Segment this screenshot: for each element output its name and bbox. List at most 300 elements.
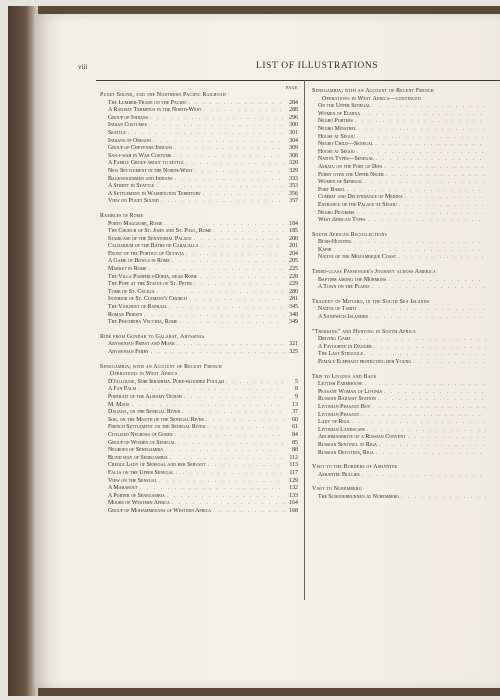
- dot-leader: [371, 284, 486, 292]
- section: [312, 269, 500, 292]
- illustration-title: Combat and Deliverance of Medina: [318, 194, 403, 201]
- illustration-page: [488, 381, 500, 389]
- illustration-title: A Sandwich Islander: [318, 314, 368, 321]
- list-item: [100, 258, 298, 266]
- illustration-title: Group of Cheyenne Indians: [108, 145, 173, 152]
- illustration-title: The Villa Pamphili-Doria, near Rome: [108, 273, 198, 280]
- section-heading: Rambles in Rome: [100, 212, 144, 219]
- list-item: [312, 494, 500, 502]
- dot-leader: [408, 434, 486, 442]
- list-item: [312, 179, 500, 187]
- illustration-title: M. Mage: [108, 401, 130, 408]
- dot-leader: [413, 359, 486, 367]
- list-item: [312, 149, 500, 157]
- illustration-page: 225: [289, 266, 298, 273]
- illustration-page: [488, 442, 500, 450]
- illustration-page: 357: [289, 198, 298, 205]
- dot-leader: [149, 266, 284, 274]
- section-heading: "Trekking" and Hunting in South Africa: [312, 328, 416, 335]
- illustration-page: [488, 164, 500, 172]
- illustration-title: A Town on the Plains: [318, 284, 370, 291]
- dot-leader: [386, 172, 486, 180]
- list-item: [100, 183, 298, 191]
- illustration-page: 88: [292, 447, 298, 454]
- illustration-page: 229: [289, 281, 298, 288]
- list-item: [100, 312, 298, 320]
- list-item: [312, 306, 500, 314]
- list-item: [312, 314, 500, 322]
- illustration-page: 112: [289, 454, 298, 461]
- illustration-title: The Lumber-Trade on the Pacific: [108, 99, 188, 106]
- illustration-page: 353: [289, 183, 298, 190]
- illustration-page: 345: [289, 304, 298, 311]
- list-item: [100, 153, 298, 161]
- illustration-page: 164: [289, 500, 298, 507]
- illustration-page: [488, 210, 500, 218]
- dot-leader: [206, 417, 284, 425]
- dot-leader: [370, 314, 486, 322]
- illustration-title: Native of the Mozambique Coast: [318, 254, 397, 261]
- dot-leader: [195, 168, 284, 176]
- dot-leader: [156, 289, 284, 297]
- illustration-page: [488, 254, 500, 262]
- illustration-title: A Family Group about to settle: [108, 160, 184, 167]
- dot-leader: [355, 118, 486, 126]
- illustration-title: Lettish Farmhouse: [318, 381, 363, 388]
- list-item: [100, 281, 298, 289]
- illustration-title: Front of the Portico of Octavia: [108, 250, 184, 257]
- list-item: [312, 156, 500, 164]
- illustration-page: [488, 172, 500, 180]
- list-item: [100, 145, 298, 153]
- illustration-page: 117: [289, 469, 298, 476]
- illustration-page: [488, 187, 500, 195]
- list-item: [312, 111, 500, 119]
- left-column: [100, 85, 298, 515]
- illustration-title: Negroes of Senegambia: [108, 447, 164, 454]
- illustration-title: The Violinist of Raphael: [108, 304, 168, 311]
- dot-leader: [159, 478, 284, 486]
- dot-leader: [167, 493, 284, 501]
- list-item: [312, 187, 500, 195]
- illustration-page: [488, 277, 500, 285]
- list-item: [100, 478, 298, 486]
- list-item: [100, 296, 298, 304]
- dot-leader: [372, 103, 486, 111]
- illustration-page: 228: [289, 273, 298, 280]
- illustration-page: [488, 472, 500, 480]
- illustration-title: A Railway Terminus in the North-West: [108, 107, 202, 114]
- section-heading: Visit to the Borders of Ashantee: [312, 464, 398, 471]
- illustration-page: 280: [289, 288, 298, 295]
- dot-leader: [213, 508, 284, 516]
- section-heading: Tragedy of Mitiaro, in the South Sea Islands: [312, 298, 430, 305]
- dot-leader: [374, 344, 486, 352]
- illustration-title: Negro Pilgrims: [318, 209, 355, 216]
- illustration-title: On the Upper Senegal: [318, 103, 371, 110]
- illustration-title: Negro Child—Senegal: [318, 141, 374, 148]
- list-item: [312, 126, 500, 134]
- list-item: [100, 191, 298, 199]
- illustration-title: Ferry over the Upper Niger: [318, 171, 384, 178]
- illustration-page: [488, 149, 500, 157]
- illustration-title: Asbatu on the Fort of Difa: [318, 163, 383, 170]
- illustration-page: [488, 141, 500, 149]
- dot-leader: [132, 402, 284, 410]
- dot-leader: [201, 243, 285, 251]
- list-item: [312, 118, 500, 126]
- dot-leader: [351, 419, 486, 427]
- list-item: [100, 168, 298, 176]
- illustration-page: [488, 336, 500, 344]
- list-item: [312, 450, 500, 458]
- page-number: viii: [78, 63, 88, 71]
- dot-leader: [357, 149, 486, 157]
- list-item: [100, 470, 298, 478]
- section-subheading: Operations in West Africa: [110, 371, 178, 378]
- illustration-page: [488, 494, 500, 502]
- illustration-page: 308: [289, 152, 298, 159]
- illustration-title: A Fan Palm: [108, 386, 137, 393]
- illustration-title: Livonian Landscape: [318, 426, 365, 433]
- dot-leader: [398, 254, 486, 262]
- list-item: [100, 251, 298, 259]
- list-item: [100, 417, 298, 425]
- page-column-label: PAGE: [285, 85, 298, 90]
- dot-leader: [388, 277, 486, 285]
- illustration-title: Blind man of Senegambia: [108, 454, 168, 461]
- dot-leader: [384, 389, 486, 397]
- list-item: [100, 424, 298, 432]
- dot-leader: [362, 111, 486, 119]
- list-item: [100, 440, 298, 448]
- illustration-title: San-i-wah in War Costume: [108, 152, 172, 159]
- illustration-title: Moors of Western Africa: [108, 500, 170, 507]
- list-item: [100, 485, 298, 493]
- list-item: [312, 277, 500, 285]
- dot-leader: [358, 306, 486, 314]
- illustration-page: [488, 179, 500, 187]
- dot-leader: [207, 424, 284, 432]
- list-item: [100, 500, 298, 508]
- dot-leader: [172, 500, 284, 508]
- list-item: [100, 243, 298, 251]
- illustration-page: [488, 396, 500, 404]
- list-item: [100, 409, 298, 417]
- illustration-title: Indians of Oregon: [108, 137, 152, 144]
- list-item: [100, 160, 298, 168]
- illustration-page: 325: [289, 349, 298, 355]
- dot-leader: [189, 296, 284, 304]
- section-heading: Senegambia; with an Account of Recent French: [100, 363, 222, 370]
- illustration-page: [488, 103, 500, 111]
- dot-leader: [356, 210, 486, 218]
- dot-leader: [361, 412, 486, 420]
- illustration-title: Abyssinian Priest and Monk: [108, 341, 175, 348]
- section: [312, 329, 500, 367]
- illustration-title: Seattle: [108, 129, 126, 136]
- illustration-page: 13: [292, 401, 298, 408]
- dot-leader: [405, 194, 486, 202]
- illustration-page: 301: [289, 129, 298, 136]
- dot-leader: [173, 153, 284, 161]
- illustration-title: A Settlement in Washington Territory: [108, 190, 201, 197]
- list-item: [100, 379, 298, 387]
- illustration-title: View on Puget Sound: [108, 198, 159, 205]
- illustration-page: 304: [289, 137, 298, 144]
- illustration-title: New Settlement in the North-West: [108, 167, 193, 174]
- dot-leader: [169, 304, 284, 312]
- list-item: [312, 442, 500, 450]
- illustration-title: Abyssinian Ferry: [108, 349, 149, 355]
- section: [100, 334, 298, 357]
- illustration-title: Sor, on the Mouth of the Senegal River: [108, 416, 204, 423]
- illustration-page: 133: [289, 492, 298, 499]
- section: [100, 213, 298, 327]
- list-item: [100, 100, 298, 108]
- illustration-page: 113: [289, 462, 298, 469]
- dot-leader: [176, 470, 284, 478]
- list-item: [312, 351, 500, 359]
- illustration-page: 8: [295, 386, 298, 393]
- list-item: [100, 228, 298, 236]
- list-item: [312, 427, 500, 435]
- illustration-title: The Pope at the Statue of St. Peter: [108, 281, 192, 288]
- list-item: [312, 284, 500, 292]
- dot-leader: [194, 236, 284, 244]
- dot-leader: [170, 455, 284, 463]
- illustration-page: 348: [289, 311, 298, 318]
- illustration-title: Roman Priests: [108, 311, 143, 318]
- section: [312, 464, 500, 479]
- illustration-title: The Last Struggle: [318, 351, 363, 358]
- list-item: [100, 432, 298, 440]
- list-item: [100, 236, 298, 244]
- list-item: [100, 266, 298, 274]
- illustration-title: Group of Mohammedans of Western Africa: [108, 507, 212, 514]
- illustration-page: [488, 202, 500, 210]
- illustration-title: Peasant Woman of Livonia: [318, 388, 383, 395]
- list-item: [312, 434, 500, 442]
- illustration-page: 60: [292, 416, 298, 423]
- dot-leader: [175, 176, 284, 184]
- list-item: [312, 419, 500, 427]
- dot-leader: [214, 228, 284, 236]
- dot-leader: [161, 198, 284, 206]
- dot-leader: [333, 247, 486, 255]
- list-item: [100, 402, 298, 410]
- section-heading: Visit to Nuremberg: [312, 486, 362, 493]
- illustration-page: [488, 306, 500, 314]
- illustration-title: D'Jalloune, Sobi Ibrahima. Pure-blooded Foulah: [108, 378, 224, 385]
- right-column: [312, 88, 500, 502]
- illustration-title: Baptism among the Mormons: [318, 276, 387, 283]
- illustration-page: 309: [289, 145, 298, 152]
- illustration-page: [488, 419, 500, 427]
- dot-leader: [358, 126, 486, 134]
- illustration-title: Women of Senegal: [318, 179, 363, 186]
- illustration-page: [488, 284, 500, 292]
- illustration-page: [488, 450, 500, 458]
- illustration-title: Market in Rome: [108, 266, 147, 273]
- list-item: [100, 304, 298, 312]
- illustration-page: 184: [289, 220, 298, 227]
- illustration-page: 132: [289, 485, 298, 492]
- dot-leader: [353, 239, 486, 247]
- illustration-title: A Favourite in Danger: [318, 343, 372, 350]
- dot-leader: [365, 351, 486, 359]
- dot-leader: [378, 396, 486, 404]
- list-item: [312, 172, 500, 180]
- illustration-page: 329: [289, 167, 298, 174]
- list-item: [312, 239, 500, 247]
- illustration-title: Falls on the Upper Senegal: [108, 469, 174, 476]
- section: [100, 92, 298, 206]
- dot-leader: [184, 394, 284, 402]
- illustration-page: 284: [289, 99, 298, 106]
- dot-leader: [182, 409, 284, 417]
- illustration-page: [488, 156, 500, 164]
- list-item: [100, 274, 298, 282]
- dot-leader: [150, 115, 284, 123]
- dot-leader: [156, 183, 284, 191]
- dot-leader: [372, 404, 486, 412]
- illustration-title: Bush-Hunting: [318, 239, 352, 246]
- illustration-page: 281: [289, 296, 298, 303]
- list-item: [100, 508, 298, 516]
- illustration-page: 205: [289, 258, 298, 265]
- dot-leader: [180, 319, 284, 327]
- dot-leader: [203, 107, 284, 115]
- illustration-page: 333: [289, 175, 298, 182]
- illustration-page: [488, 118, 500, 126]
- dot-leader: [175, 432, 284, 440]
- illustration-page: [488, 194, 500, 202]
- illustration-title: Portrait of the Almamy Ochab: [108, 393, 182, 400]
- illustration-title: Russian Railway Station: [318, 396, 376, 403]
- section-subheading: Operations in West Africa—continued: [322, 95, 421, 102]
- list-item: [312, 404, 500, 412]
- illustration-page: 200: [289, 235, 298, 242]
- illustration-title: The Schonebrunnen at Nuremberg: [318, 493, 400, 500]
- dot-leader: [177, 341, 284, 349]
- list-item: [100, 289, 298, 297]
- dot-leader: [165, 447, 284, 455]
- list-item: [100, 130, 298, 138]
- list-item: [312, 217, 500, 225]
- list-item: [312, 202, 500, 210]
- illustration-title: View on the Senegal: [108, 477, 158, 484]
- section-heading: Trip to Livonia and Back: [312, 373, 377, 380]
- illustration-title: Group of Women of Senegal: [108, 439, 176, 446]
- dot-leader: [384, 164, 486, 172]
- illustration-title: Indian Costumes: [108, 122, 147, 129]
- list-item: [100, 493, 298, 501]
- dot-leader: [376, 450, 486, 458]
- illustration-title: Livonian Peasant Boy: [318, 403, 371, 410]
- illustration-title: Ashantee Bullies: [318, 471, 360, 478]
- dot-leader: [172, 258, 284, 266]
- dot-leader: [365, 179, 486, 187]
- illustration-page: [488, 351, 500, 359]
- illustration-title: Backwoodsmen and Indians: [108, 175, 173, 182]
- dot-leader: [151, 349, 284, 357]
- illustration-title: Interior of St. Clement's Church: [108, 296, 187, 303]
- list-item: [312, 254, 500, 262]
- list-item: [312, 194, 500, 202]
- illustration-title: Porto Maggiore, Rome: [108, 220, 163, 227]
- illustration-page: [488, 434, 500, 442]
- list-item: [100, 221, 298, 229]
- list-item: [100, 122, 298, 130]
- illustration-title: Fort Bakel: [318, 186, 346, 193]
- list-item: [100, 319, 298, 327]
- illustration-page: [488, 217, 500, 225]
- dot-leader: [144, 312, 284, 320]
- illustration-page: 37: [292, 409, 298, 416]
- illustration-page: 320: [289, 160, 298, 167]
- page-header: [78, 61, 500, 75]
- dot-leader: [178, 440, 284, 448]
- illustration-page: [488, 247, 500, 255]
- illustration-title: The Peschiera Vecchia, Rome: [108, 319, 178, 326]
- list-item: [312, 344, 500, 352]
- list-item: [100, 107, 298, 115]
- dot-leader: [367, 427, 486, 435]
- illustration-title: Tomb of St. Cecilia: [108, 288, 155, 295]
- section-heading: South African Recollections: [312, 231, 388, 238]
- list-item: [312, 472, 500, 480]
- illustration-page: 61: [292, 424, 298, 431]
- section-heading: Senegambia; with an Account of Recent French: [312, 88, 434, 94]
- dot-leader: [379, 442, 486, 450]
- dot-leader: [365, 381, 486, 389]
- dot-leader: [203, 191, 284, 199]
- illustration-title: Russian Sentinel at Riga: [318, 441, 377, 448]
- illustration-page: 204: [289, 250, 298, 257]
- illustration-page: [488, 239, 500, 247]
- illustration-title: Women of Elmina: [318, 110, 361, 117]
- illustration-page: 85: [292, 439, 298, 446]
- illustration-page: [488, 359, 500, 367]
- illustration-title: French Settlement on the Senegal River: [108, 424, 206, 431]
- list-item: [312, 134, 500, 142]
- dot-leader: [194, 281, 284, 289]
- illustration-page: 321: [289, 341, 298, 348]
- section: [312, 232, 500, 262]
- illustration-title: House at Ségou: [318, 133, 355, 140]
- dot-leader: [401, 494, 486, 502]
- illustration-title: House at Ségou: [318, 148, 355, 155]
- illustration-page: 5: [295, 378, 298, 385]
- illustration-title: Entrance of the Palace at Ségou: [318, 201, 397, 208]
- list-item: [312, 247, 500, 255]
- illustration-title: A Game of Bowls in Rome: [108, 258, 170, 265]
- illustration-page: 9: [295, 393, 298, 400]
- dot-leader: [174, 145, 284, 153]
- illustration-title: Civilised Negroes of Goree: [108, 431, 173, 438]
- list-item: [312, 103, 500, 111]
- illustration-title: Driving Game: [318, 336, 351, 343]
- list-item: [312, 210, 500, 218]
- illustration-title: Negro Porters: [318, 118, 353, 125]
- dot-leader: [375, 141, 486, 149]
- page-title: LIST OF ILLUSTRATIONS: [256, 61, 379, 71]
- list-item: [100, 394, 298, 402]
- list-item: [312, 336, 500, 344]
- illustration-title: A Porter of Senegambia: [108, 492, 165, 499]
- dot-leader: [347, 187, 486, 195]
